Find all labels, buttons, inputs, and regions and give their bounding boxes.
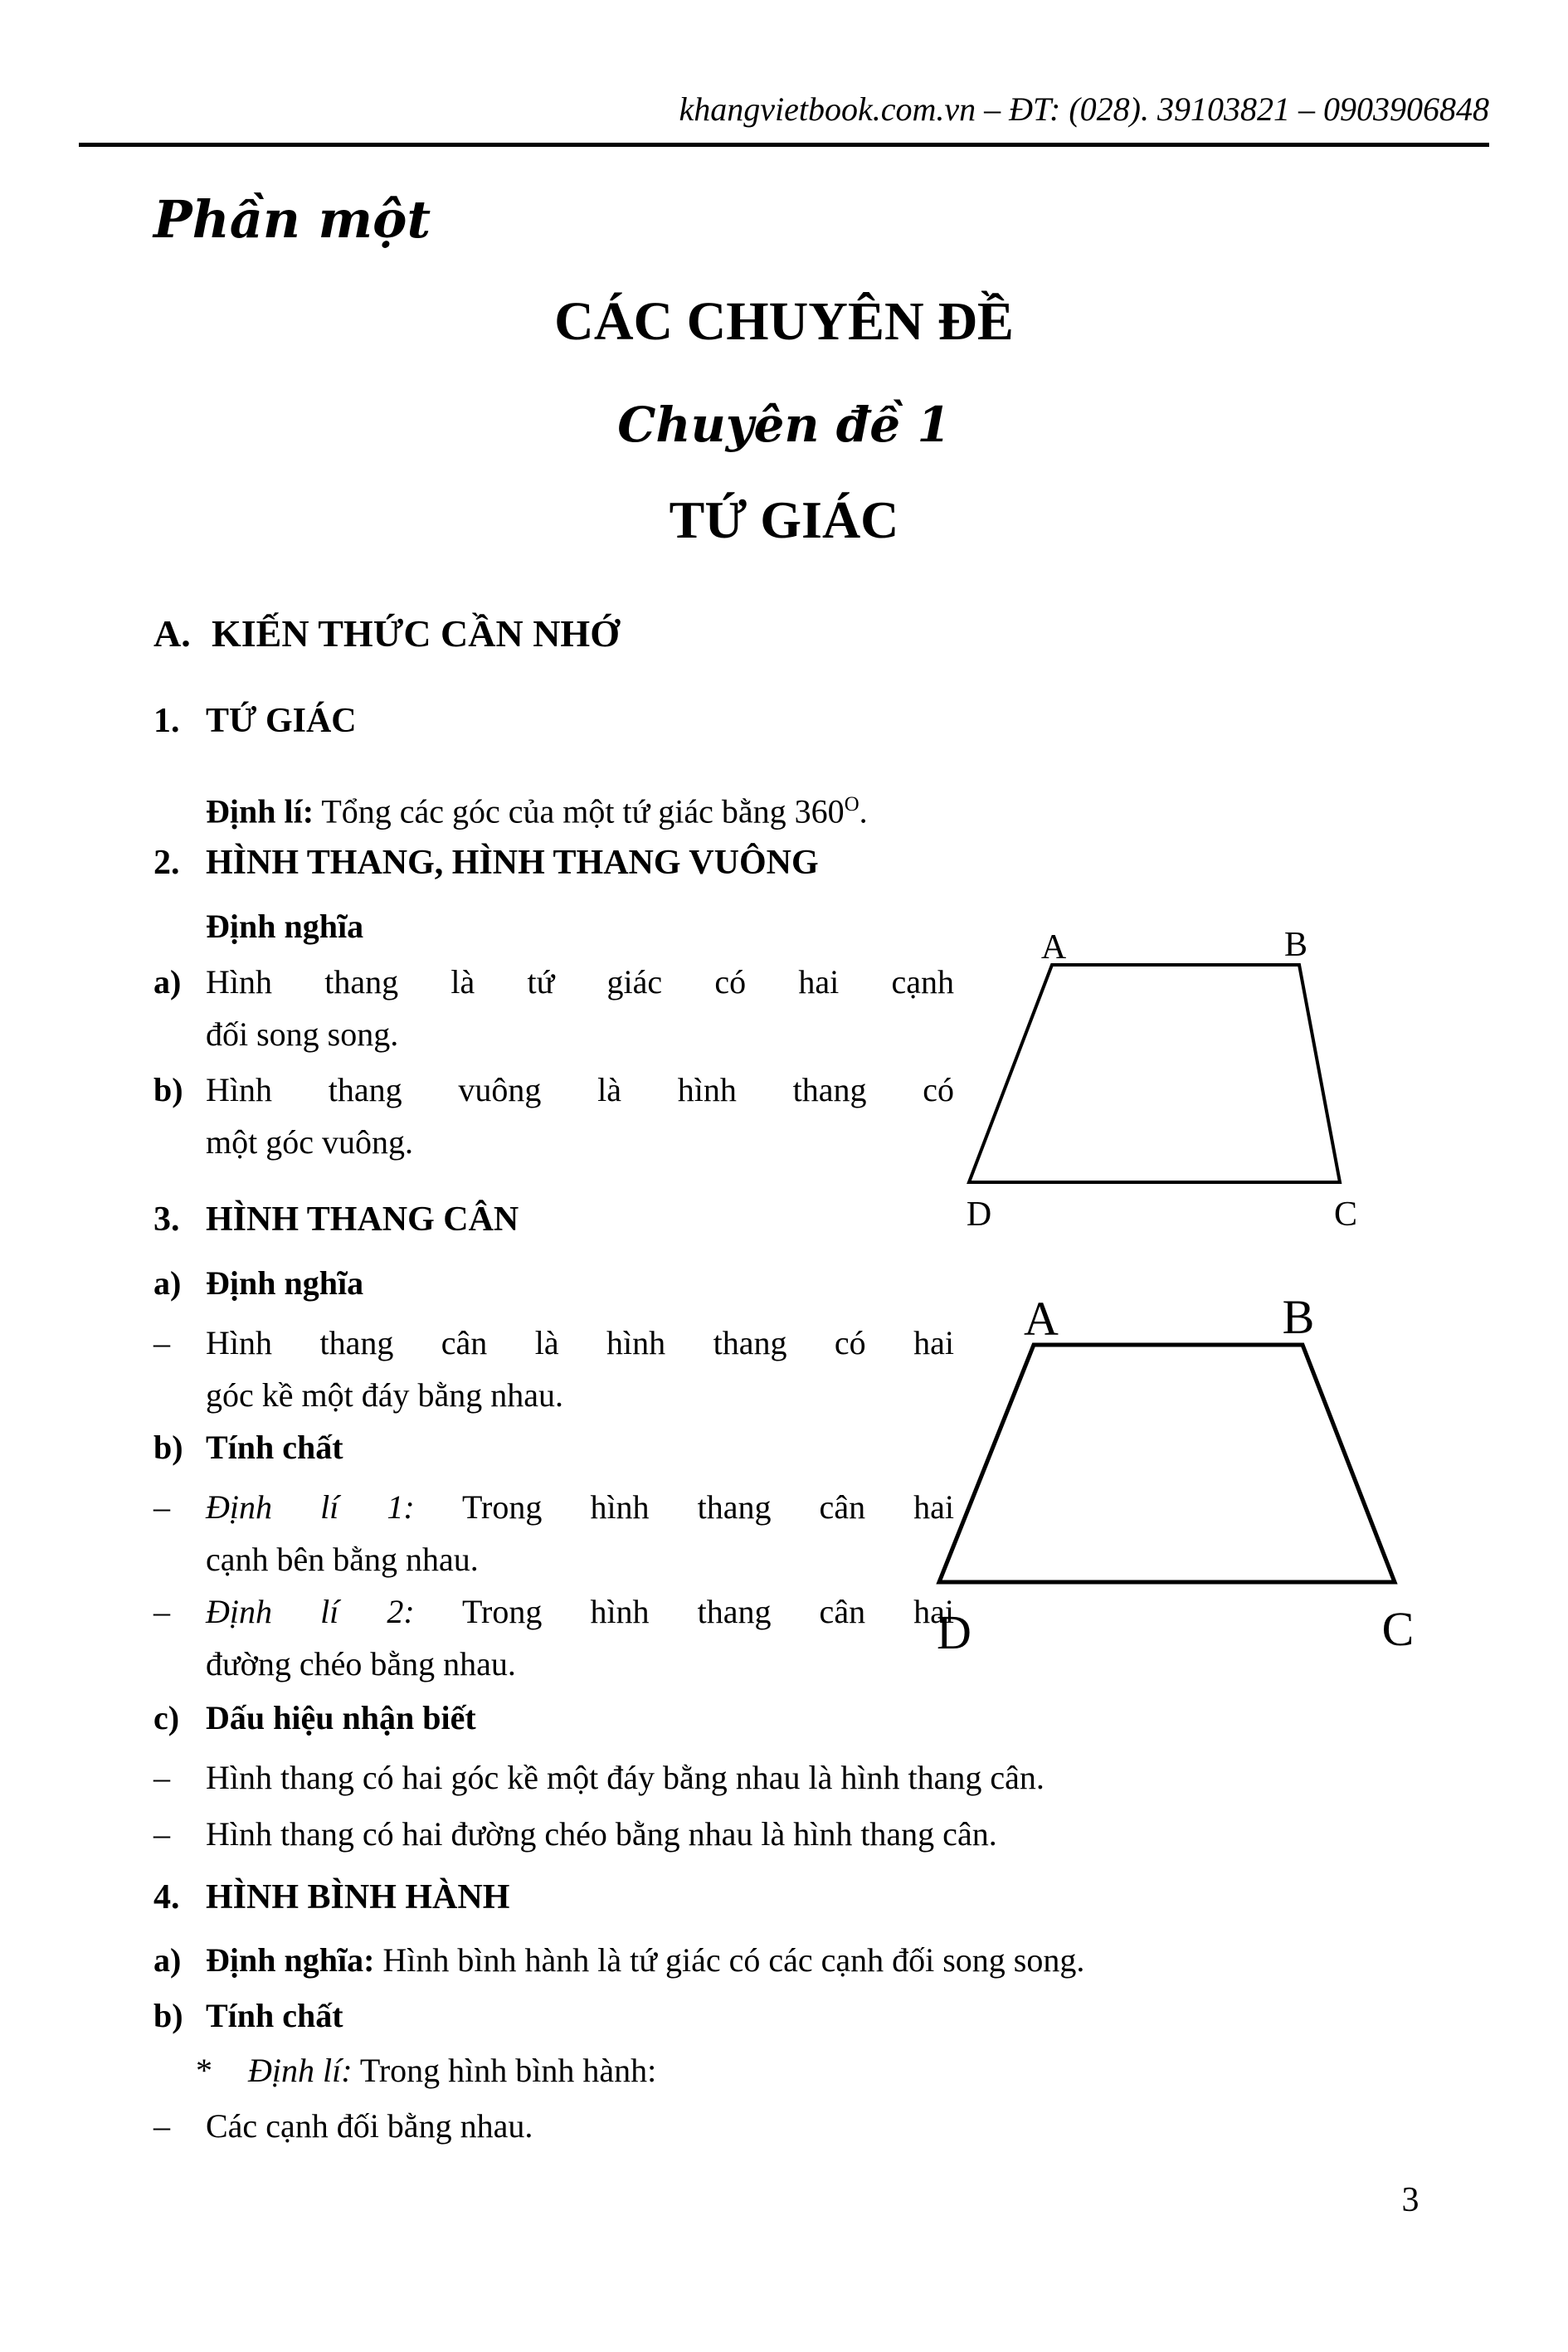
s2-item-a-line1: Hình thang là tứ giác có hai cạnh xyxy=(206,963,954,1001)
s3-heading xyxy=(153,1200,519,1239)
s1-theorem-label: Định lí: xyxy=(206,792,314,830)
s3-marker: 3. xyxy=(153,1200,180,1239)
s2-item-a xyxy=(153,956,954,1060)
s4-marker: 4. xyxy=(153,1878,180,1916)
s4-prop-marker: b) xyxy=(153,1997,183,2034)
s3-thm1-marker: – xyxy=(153,1488,170,1526)
s3-thm2-label: Định lí 2: xyxy=(206,1593,415,1630)
s3-sub-a-label: Định nghĩa xyxy=(206,1264,364,1302)
part-label: Phần một xyxy=(153,189,431,250)
s3-thm2-line2: đường chéo bằng nhau. xyxy=(206,1645,516,1682)
section-a-title: KIẾN THỨC CẦN NHỚ xyxy=(212,612,620,655)
fig1-label-C: C xyxy=(1333,1195,1358,1234)
s3-sub-c-marker: c) xyxy=(153,1699,180,1736)
s2-marker: 2. xyxy=(153,844,180,882)
s3-title: HÌNH THANG CÂN xyxy=(206,1200,519,1239)
s2-item-b-marker: b) xyxy=(153,1071,183,1108)
s4-bullet xyxy=(153,2100,1315,2152)
trapezoid-1-outline xyxy=(969,965,1340,1182)
header-rule xyxy=(79,143,1489,147)
s3-thm1-line2: cạnh bên bằng nhau. xyxy=(206,1541,479,1578)
s4-prop-label: Tính chất xyxy=(206,1997,343,2034)
chapter-title: TỨ GIÁC xyxy=(669,490,899,549)
s3-sub-b xyxy=(153,1421,343,1473)
s3-sign-2 xyxy=(153,1808,1464,1860)
figure-trapezoid-1 xyxy=(937,908,1385,1240)
fig1-label-B: B xyxy=(1283,926,1308,964)
s2-item-b xyxy=(153,1064,954,1168)
s3-sub-a-marker: a) xyxy=(153,1264,182,1302)
s2-item-a-marker: a) xyxy=(153,963,182,1001)
s3-def-line1: Hình thang cân là hình thang có hai xyxy=(206,1324,954,1361)
s4-thm-marker: * xyxy=(196,2052,212,2089)
s3-sign-2-text: Hình thang có hai đường chéo bằng nhau là hình thang cân. xyxy=(206,1815,997,1853)
section-a-heading xyxy=(153,612,620,656)
s2-subheading: Định nghĩa xyxy=(206,908,364,945)
s4-thm-label: Định lí: xyxy=(248,2052,353,2089)
s3-sub-a xyxy=(153,1257,363,1309)
s2-heading xyxy=(153,843,819,883)
s4-theorem xyxy=(196,2044,1357,2096)
s1-marker: 1. xyxy=(153,702,180,740)
s3-sub-b-marker: b) xyxy=(153,1429,183,1466)
s3-def-item xyxy=(153,1317,954,1421)
s2-item-b-line2: một góc vuông. xyxy=(206,1123,413,1161)
s4-thm-text: Trong hình bình hành: xyxy=(352,2052,657,2089)
fig2-label-B: B xyxy=(1282,1290,1315,1344)
s3-thm2-line1: Trong hình thang cân hai xyxy=(414,1593,955,1630)
page-number: 3 xyxy=(1401,2181,1419,2219)
s3-sub-c xyxy=(153,1692,476,1744)
s1-theorem-tail: . xyxy=(859,792,868,830)
s4-prop xyxy=(153,1989,343,2042)
s3-sign-1-marker: – xyxy=(153,1759,170,1796)
s4-def-label: Định nghĩa: xyxy=(206,1941,375,1979)
s2-title: HÌNH THANG, HÌNH THANG VUÔNG xyxy=(206,844,819,882)
s3-theorem-2 xyxy=(153,1585,954,1690)
fig1-label-A: A xyxy=(1040,928,1067,967)
s3-sign-1 xyxy=(153,1751,1464,1804)
s1-heading xyxy=(153,701,357,741)
s4-definition xyxy=(153,1934,1464,1986)
s4-heading xyxy=(153,1877,509,1917)
s4-bullet-marker: – xyxy=(153,2107,170,2145)
s3-thm1-label: Định lí 1: xyxy=(206,1488,415,1526)
s1-theorem-sup: O xyxy=(844,793,859,816)
s3-sign-2-marker: – xyxy=(153,1815,170,1853)
s3-sub-b-label: Tính chất xyxy=(206,1429,343,1466)
s3-sign-1-text: Hình thang có hai góc kề một đáy bằng nhau là hình thang cân. xyxy=(206,1759,1045,1796)
s2-item-b-line1: Hình thang vuông là hình thang có xyxy=(206,1071,954,1108)
s3-thm2-marker: – xyxy=(153,1593,170,1630)
s1-theorem-text: Tổng các góc của một tứ giác bằng 360 xyxy=(314,792,845,830)
figure-trapezoid-2 xyxy=(904,1282,1452,1672)
s4-def-marker: a) xyxy=(153,1941,182,1979)
trapezoid-2-outline xyxy=(939,1345,1395,1582)
s4-title: HÌNH BÌNH HÀNH xyxy=(206,1878,510,1916)
s1-title: TỨ GIÁC xyxy=(206,702,357,740)
fig2-label-A: A xyxy=(1024,1292,1059,1346)
fig2-label-D: D xyxy=(937,1605,971,1659)
s3-thm1-line1: Trong hình thang cân hai xyxy=(414,1488,955,1526)
s3-def-line2: góc kề một đáy bằng nhau. xyxy=(206,1376,563,1414)
s3-def-marker: – xyxy=(153,1324,170,1361)
s3-sub-c-label: Dấu hiệu nhận biết xyxy=(206,1699,476,1736)
fig2-label-C: C xyxy=(1381,1602,1415,1656)
fig1-label-D: D xyxy=(966,1195,992,1234)
s4-def-text: Hình bình hành là tứ giác có các cạnh đối song song. xyxy=(374,1941,1085,1979)
s3-theorem-1 xyxy=(153,1481,954,1585)
s4-bullet-text: Các cạnh đối bằng nhau. xyxy=(206,2107,533,2145)
chapter-label: Chuyên đề 1 xyxy=(617,397,951,453)
s2-item-a-line2: đối song song. xyxy=(206,1015,399,1053)
section-a-marker: A. xyxy=(153,612,191,655)
s1-theorem xyxy=(206,778,868,837)
page-header: khangvietbook.com.vn – ĐT: (028). 39103821 – 0903906848 xyxy=(679,90,1489,128)
document-title: CÁC CHUYÊN ĐỀ xyxy=(554,291,1014,352)
